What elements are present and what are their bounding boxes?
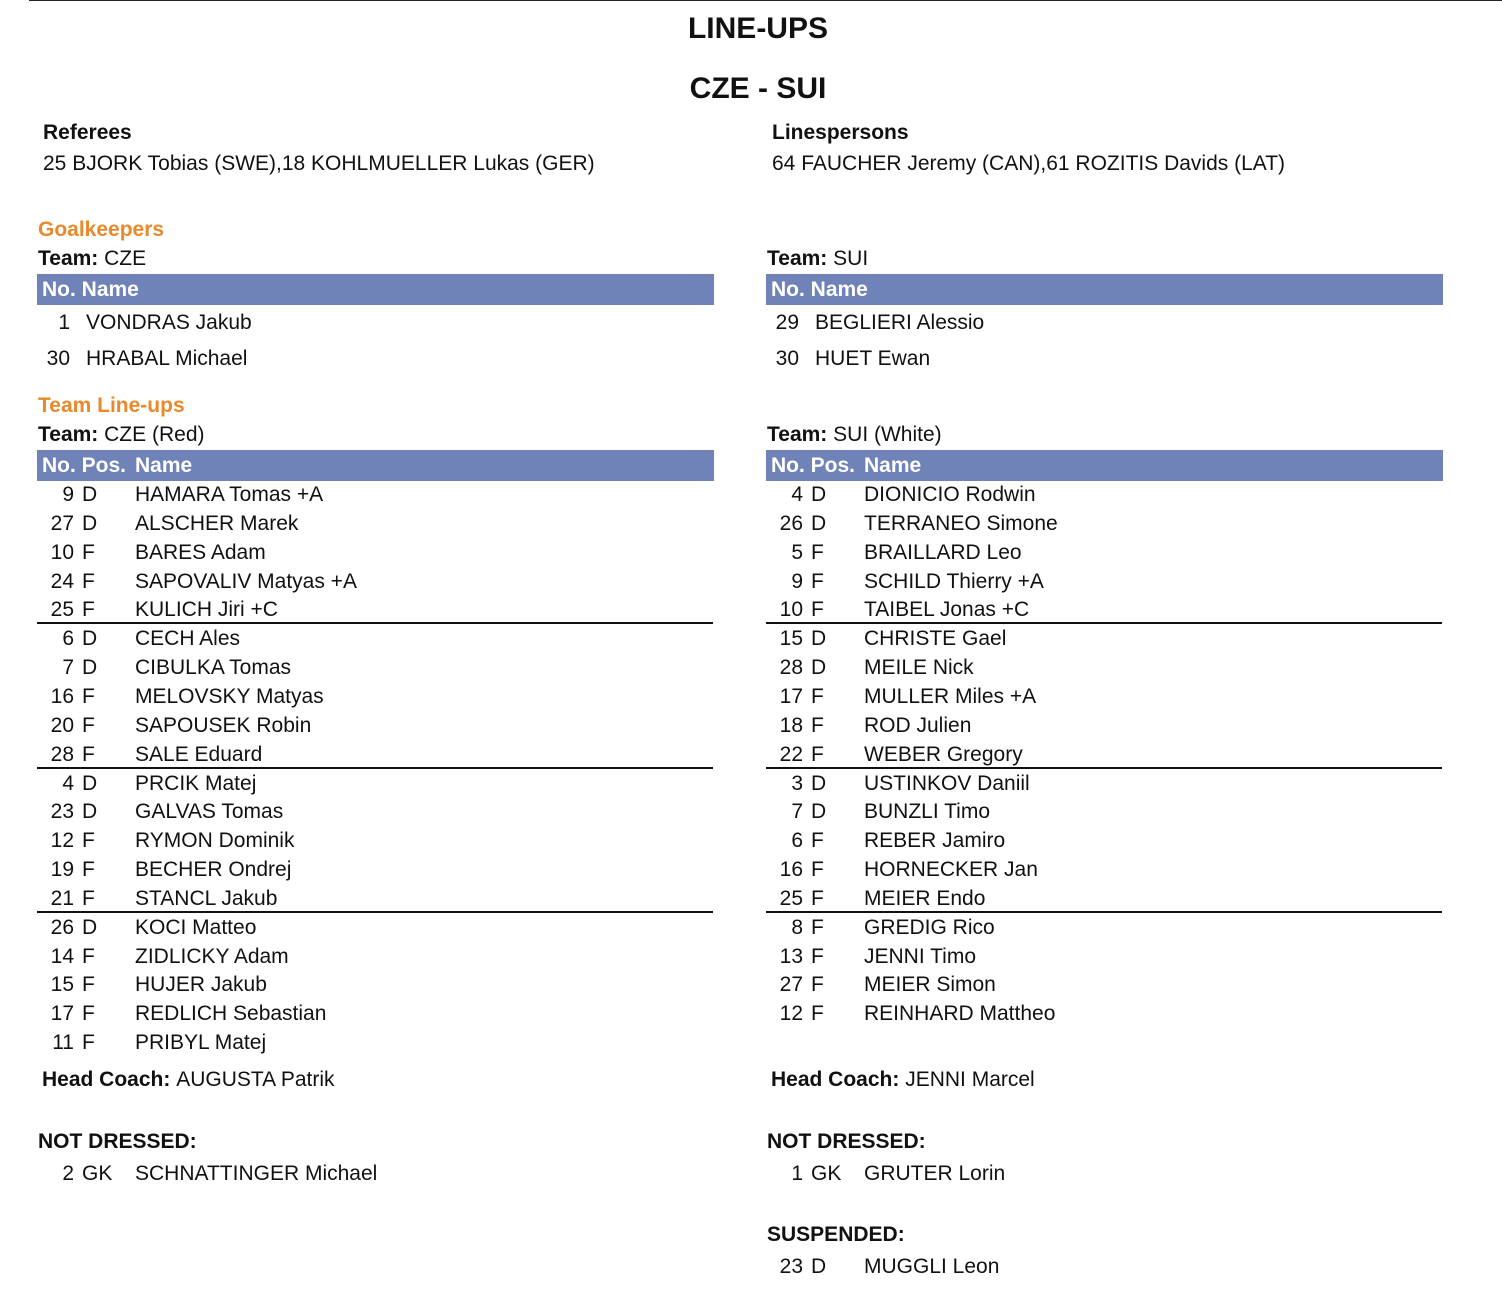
lineup-row [38, 999, 708, 1028]
player-number: 1 [58, 311, 70, 334]
top-rule [29, 0, 1502, 1]
referees-value: 25 BJORK Tobias (SWE),18 KOHLMUELLER Lukas (GER) [43, 152, 595, 175]
player-position: D [811, 627, 827, 651]
player-number: 7 [791, 800, 803, 824]
head-coach-name: AUGUSTA Patrik [176, 1068, 335, 1091]
player-position: D [82, 771, 98, 795]
player-name: HUET Ewan [815, 347, 931, 370]
player-name: SCHILD Thierry +A [864, 569, 1044, 593]
player-position: GK [82, 1162, 113, 1185]
player-name: HAMARA Tomas +A [135, 483, 324, 506]
team-name: SUI (White) [833, 423, 942, 446]
lineup-row [767, 711, 1437, 740]
goalkeeper-row [38, 344, 698, 373]
player-position: F [811, 742, 824, 766]
player-number: 1 [791, 1162, 803, 1185]
player-position: D [82, 800, 98, 824]
lineup-row [38, 884, 708, 913]
player-position: D [811, 1255, 827, 1278]
player-number: 6 [62, 627, 74, 651]
lineup-row [767, 769, 1437, 798]
lineup-row [767, 682, 1437, 711]
lineup-row [38, 624, 708, 653]
lineup-row [767, 970, 1437, 999]
player-position: F [811, 886, 824, 910]
player-position: F [82, 1031, 95, 1055]
head-coach-right [771, 1068, 1035, 1092]
player-number: 13 [779, 944, 803, 968]
player-name: HRABAL Michael [86, 347, 248, 370]
lineup-row [767, 653, 1437, 682]
player-position: F [811, 540, 824, 564]
player-position: F [82, 944, 95, 968]
lineup-row [38, 913, 708, 942]
player-name: HUJER Jakub [135, 973, 267, 997]
player-name: PRIBYL Matej [135, 1031, 267, 1055]
player-number: 10 [50, 540, 74, 564]
player-position: D [811, 800, 827, 824]
player-name: USTINKOV Daniil [864, 771, 1030, 795]
player-name: MUGGLI Leon [864, 1255, 1000, 1278]
not_dressed-row [38, 1159, 708, 1188]
lineup-header-left [37, 450, 714, 481]
lineup-row [767, 855, 1437, 884]
player-position: D [811, 483, 827, 506]
lineup-row [38, 711, 708, 740]
player-name: KOCI Matteo [135, 915, 257, 939]
lineup-row [767, 913, 1437, 942]
player-number: 27 [779, 973, 803, 997]
goalkeepers-section-title: Goalkeepers [38, 218, 165, 241]
head-coach-label: Head Coach: [771, 1068, 900, 1091]
player-number: 17 [50, 1002, 74, 1026]
player-position: F [811, 915, 824, 939]
player-position: F [82, 829, 95, 853]
player-name: KULICH Jiri +C [135, 598, 278, 622]
player-number: 26 [50, 915, 74, 939]
player-number: 15 [50, 973, 74, 997]
lineup-row [38, 970, 708, 999]
lineup-row [767, 740, 1437, 769]
player-position: F [811, 569, 824, 593]
goalkeepers-header-right [766, 274, 1443, 305]
lineup-row [767, 797, 1437, 826]
lineup-row [38, 855, 708, 884]
player-number: 21 [50, 886, 74, 910]
player-number: 15 [779, 627, 803, 651]
lineup-row [38, 682, 708, 711]
lineup-row [38, 769, 708, 798]
player-number: 22 [779, 742, 803, 766]
lineup-row [38, 740, 708, 769]
team-label: Team: [767, 423, 828, 446]
player-name: RYMON Dominik [135, 829, 295, 853]
player-name: GRUTER Lorin [864, 1162, 1006, 1185]
head-coach-left [42, 1068, 335, 1092]
player-position: D [811, 656, 827, 680]
player-name: STANCL Jakub [135, 886, 278, 910]
player-position: D [82, 511, 98, 535]
header-no-pos: No. Pos. [42, 454, 127, 477]
page-title: LINE-UPS [687, 12, 828, 45]
player-number: 23 [779, 1255, 803, 1278]
header-no-pos: No. Pos. [771, 454, 856, 477]
team-name: CZE [104, 247, 147, 270]
player-name: SAPOUSEK Robin [135, 713, 312, 737]
player-name: TAIBEL Jonas +C [864, 598, 1030, 622]
player-number: 12 [50, 829, 74, 853]
player-number: 10 [779, 598, 803, 622]
player-position: F [811, 713, 824, 737]
player-number: 9 [62, 483, 74, 506]
player-position: F [82, 684, 95, 708]
lineup-row [38, 595, 708, 624]
referees-label: Referees [43, 121, 132, 144]
player-number: 26 [779, 511, 803, 535]
lineup-row [767, 595, 1437, 624]
goalkeepers-team-left [38, 247, 146, 271]
player-name: MEIER Endo [864, 886, 986, 910]
suspended-label: SUSPENDED: [767, 1223, 905, 1246]
head-coach-label: Head Coach: [42, 1068, 171, 1091]
lineup-row [38, 509, 708, 538]
not-dressed-label-right: NOT DRESSED: [767, 1130, 926, 1153]
player-name: CECH Ales [135, 627, 241, 651]
player-number: 7 [62, 656, 74, 680]
player-name: GALVAS Tomas [135, 800, 284, 824]
lineup-row [767, 942, 1437, 971]
player-name: DIONICIO Rodwin [864, 483, 1036, 506]
lineup-row [38, 567, 708, 596]
player-number: 16 [779, 858, 803, 882]
player-number: 14 [50, 944, 74, 968]
lineup-team-right [767, 423, 942, 447]
team-label: Team: [767, 247, 828, 270]
player-name: ZIDLICKY Adam [135, 944, 289, 968]
goalkeeper-row [767, 308, 1427, 337]
lineup-row [767, 826, 1437, 855]
linespersons-label: Linespersons [772, 121, 909, 144]
header-no-name: No. Name [771, 278, 868, 301]
player-name: ROD Julien [864, 713, 972, 737]
lineup-row [38, 1028, 708, 1057]
player-position: F [811, 973, 824, 997]
player-name: BRAILLARD Leo [864, 540, 1022, 564]
player-name: JENNI Timo [864, 944, 977, 968]
player-name: MELOVSKY Matyas [135, 684, 324, 708]
player-number: 25 [779, 886, 803, 910]
lineup-row [38, 480, 708, 509]
player-position: F [811, 684, 824, 708]
player-number: 17 [779, 684, 803, 708]
player-position: F [82, 742, 95, 766]
header-name: Name [864, 454, 922, 477]
player-position: F [82, 858, 95, 882]
team-label: Team: [38, 423, 99, 446]
player-name: CIBULKA Tomas [135, 656, 292, 680]
player-number: 16 [50, 684, 74, 708]
goalkeepers-team-right [767, 247, 868, 271]
player-position: D [82, 656, 98, 680]
player-name: TERRANEO Simone [864, 511, 1058, 535]
lineup-row [767, 509, 1437, 538]
player-number: 2 [62, 1162, 74, 1185]
player-name: REDLICH Sebastian [135, 1002, 327, 1026]
player-name: BUNZLI Timo [864, 800, 991, 824]
lineup-row [38, 538, 708, 567]
player-number: 11 [52, 1031, 74, 1055]
player-position: F [811, 1002, 824, 1026]
player-name: HORNECKER Jan [864, 858, 1038, 882]
player-position: GK [811, 1162, 842, 1185]
team-name: CZE (Red) [104, 423, 205, 446]
goalkeepers-header-left [37, 274, 714, 305]
player-name: BECHER Ondrej [135, 858, 292, 882]
player-number: 29 [775, 311, 799, 334]
player-position: F [82, 1002, 95, 1026]
player-position: F [82, 973, 95, 997]
player-number: 5 [791, 540, 803, 564]
lineup-row [38, 826, 708, 855]
goalkeeper-row [767, 344, 1427, 373]
player-number: 30 [775, 347, 799, 370]
player-number: 12 [779, 1002, 803, 1026]
lineup-row [38, 653, 708, 682]
linespersons-value: 64 FAUCHER Jeremy (CAN),61 ROZITIS Davids (LAT) [772, 152, 1286, 175]
player-position: F [82, 713, 95, 737]
player-number: 20 [50, 713, 74, 737]
lineup-team-left [38, 423, 205, 447]
player-name: GREDIG Rico [864, 915, 995, 939]
player-position: F [811, 944, 824, 968]
player-number: 23 [50, 800, 74, 824]
lineup-row [767, 567, 1437, 596]
player-number: 24 [50, 569, 74, 593]
lineup-row [767, 999, 1437, 1028]
player-position: F [82, 569, 95, 593]
player-position: F [82, 886, 95, 910]
player-position: F [811, 858, 824, 882]
player-number: 18 [779, 713, 803, 737]
header-no-name: No. Name [42, 278, 139, 301]
player-position: D [811, 771, 827, 795]
player-name: BEGLIERI Alessio [815, 311, 985, 334]
player-name: ALSCHER Marek [135, 511, 299, 535]
player-number: 4 [791, 483, 803, 506]
lineup-row [767, 624, 1437, 653]
player-name: WEBER Gregory [864, 742, 1023, 766]
player-name: REINHARD Mattheo [864, 1002, 1056, 1026]
player-number: 9 [791, 569, 803, 593]
player-position: D [82, 627, 98, 651]
player-name: SCHNATTINGER Michael [135, 1162, 378, 1185]
player-name: MULLER Miles +A [864, 684, 1037, 708]
lineup-row [767, 538, 1437, 567]
player-number: 8 [791, 915, 803, 939]
player-number: 3 [791, 771, 803, 795]
team-name: SUI [833, 247, 869, 270]
head-coach-name: JENNI Marcel [905, 1068, 1035, 1091]
player-position: D [811, 511, 827, 535]
player-number: 19 [50, 858, 74, 882]
player-name: PRCIK Matej [135, 771, 257, 795]
lineup-row [38, 942, 708, 971]
player-name: CHRISTE Gael [864, 627, 1007, 651]
player-name: MEIER Simon [864, 973, 996, 997]
lineup-row [38, 797, 708, 826]
team-label: Team: [38, 247, 99, 270]
player-position: D [82, 915, 98, 939]
player-name: MEILE Nick [864, 656, 974, 680]
player-position: F [82, 598, 95, 622]
lineup-row [767, 480, 1437, 509]
lineups-section-title: Team Line-ups [38, 394, 185, 417]
header-name: Name [135, 454, 193, 477]
not_dressed-row [767, 1159, 1437, 1188]
not-dressed-label-left: NOT DRESSED: [38, 1130, 197, 1153]
player-name: BARES Adam [135, 540, 266, 564]
player-position: F [811, 829, 824, 853]
player-position: F [811, 598, 824, 622]
match-title: CZE - SUI [689, 72, 827, 105]
player-number: 25 [50, 598, 74, 622]
player-number: 6 [791, 829, 803, 853]
player-position: D [82, 483, 98, 506]
player-name: SALE Eduard [135, 742, 263, 766]
player-number: 28 [779, 656, 803, 680]
player-position: F [82, 540, 95, 564]
suspended-row [767, 1252, 1437, 1281]
player-name: SAPOVALIV Matyas +A [135, 569, 357, 593]
player-name: REBER Jamiro [864, 829, 1006, 853]
lineup-header-right [766, 450, 1443, 481]
player-number: 4 [62, 771, 74, 795]
player-number: 27 [50, 511, 74, 535]
goalkeeper-row [38, 308, 698, 337]
player-name: VONDRAS Jakub [86, 311, 252, 334]
player-number: 30 [46, 347, 70, 370]
player-number: 28 [50, 742, 74, 766]
lineup-row [767, 884, 1437, 913]
